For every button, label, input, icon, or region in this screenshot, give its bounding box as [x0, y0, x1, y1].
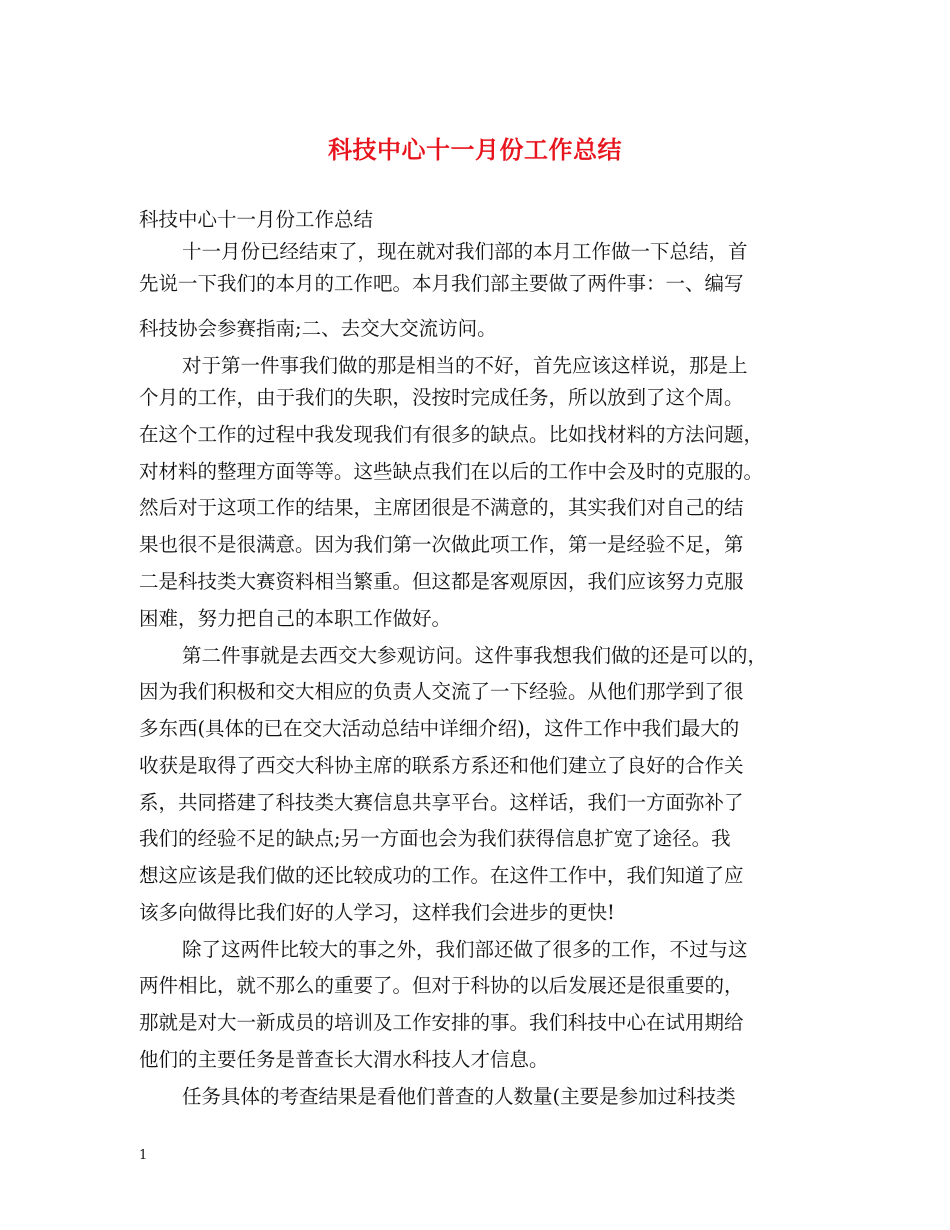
page-number: 1 — [139, 1148, 148, 1163]
paragraph-line: 因为我们积极和交大相应的负责人交流了一下经验。从他们那学到了很 — [139, 680, 744, 703]
paragraph-line: 任务具体的考查结果是看他们普查的人数量(主要是参加过科技类 — [182, 1085, 736, 1108]
paragraph-line: 对于第一件事我们做的那是相当的不好，首先应该这样说，那是上 — [182, 354, 748, 377]
subtitle-line: 科技中心十一月份工作总结 — [139, 208, 374, 231]
paragraph-line: 该多向做得比我们好的人学习，这样我们会进步的更快! — [139, 901, 615, 924]
paragraph-line: 他们的主要任务是普查长大渭水科技人才信息。 — [139, 1048, 549, 1071]
paragraph-line: 科技协会参赛指南;二、去交大交流访问。 — [139, 317, 497, 340]
paragraph-line: 系，共同搭建了科技类大赛信息共享平台。这样话，我们一方面弥补了 — [139, 791, 744, 814]
paragraph-line: 收获是取得了西交大科协主席的联系方系还和他们建立了良好的合作关 — [139, 754, 744, 777]
paragraph-line: 我们的经验不足的缺点;另一方面也会为我们获得信息扩宽了途径。我 — [139, 827, 731, 850]
paragraph-line: 对材料的整理方面等等。这些缺点我们在以后的工作中会及时的克服的。 — [139, 460, 764, 483]
paragraph-line: 多东西(具体的已在交大活动总结中详细介绍)，这件工作中我们最大的 — [139, 717, 740, 740]
paragraph-line: 想这应该是我们做的还比较成功的工作。在这件工作中，我们知道了应 — [139, 864, 744, 887]
paragraph-line: 第二件事就是去西交大参观访问。这件事我想我们做的还是可以的， — [182, 644, 768, 667]
paragraph-line: 困难，努力把自己的本职工作做好。 — [139, 607, 452, 630]
document-title: 科技中心十一月份工作总结 — [328, 135, 622, 164]
paragraph-line: 个月的工作，由于我们的失职，没按时完成任务，所以放到了这个周。 — [139, 386, 744, 409]
paragraph-line: 两件相比，就不那么的重要了。但对于科协的以后发展还是很重要的， — [139, 974, 744, 997]
paragraph-line: 先说一下我们的本月的工作吧。本月我们部主要做了两件事：一、编写 — [139, 272, 744, 295]
paragraph-line: 在这个工作的过程中我发现我们有很多的缺点。比如找材料的方法问题， — [139, 423, 764, 446]
paragraph-line: 那就是对大一新成员的培训及工作安排的事。我们科技中心在试用期给 — [139, 1011, 744, 1034]
paragraph-line: 十一月份已经结束了，现在就对我们部的本月工作做一下总结，首 — [182, 240, 748, 263]
paragraph-line: 然后对于这项工作的结果，主席团很是不满意的，其实我们对自己的结 — [139, 496, 744, 519]
paragraph-line: 除了这两件比较大的事之外，我们部还做了很多的工作，不过与这 — [182, 938, 748, 961]
paragraph-line: 二是科技类大赛资料相当繁重。但这都是客观原因，我们应该努力克服 — [139, 570, 744, 593]
paragraph-line: 果也很不是很满意。因为我们第一次做此项工作，第一是经验不足，第 — [139, 533, 744, 556]
